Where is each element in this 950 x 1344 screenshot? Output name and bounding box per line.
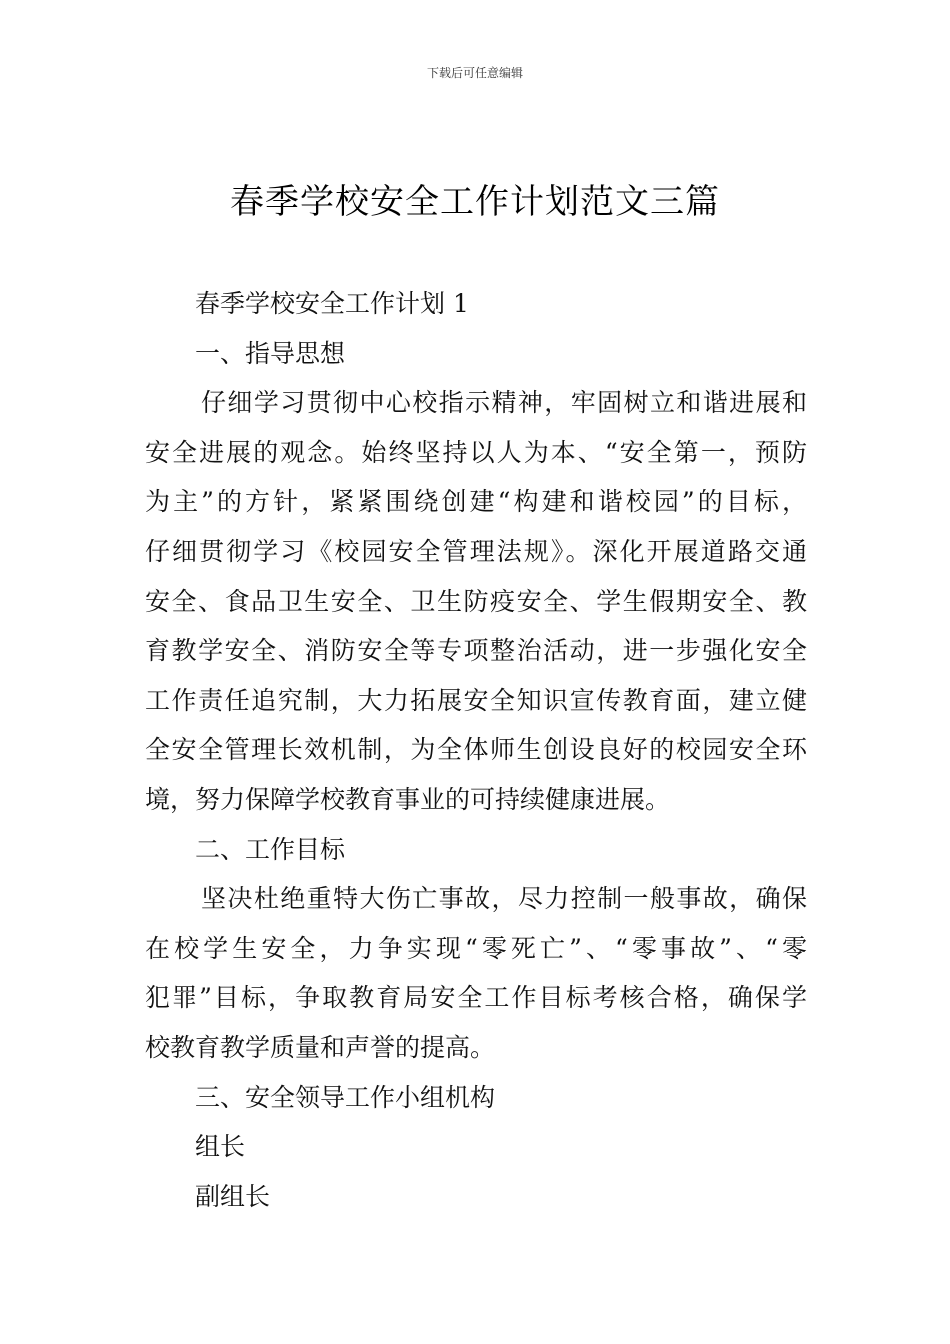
paragraph-line: 仔细贯彻学习《校园安全管理法规》。深化开展道路交通: [145, 536, 807, 566]
paragraph-guiding-ideology: [145, 378, 807, 824]
plan-subtitle: 春季学校安全工作计划 1: [195, 289, 469, 318]
paragraph-line: 安全、食品卫生安全、卫生防疫安全、学生假期安全、教: [145, 586, 807, 616]
paragraph-line: 安全进展的观念。始终坚持以人为本、“安全第一，预防: [145, 437, 807, 467]
paragraph-line: 犯罪”目标，争取教育局安全工作目标考核合格，确保学: [145, 983, 807, 1013]
section-heading-leadership-group: 三、安全领导工作小组机构: [195, 1082, 496, 1112]
document-body: [145, 279, 807, 1221]
paragraph-line: 在校学生安全，力争实现“零死亡”、“零事故”、“零: [145, 933, 807, 963]
document-title: 春季学校安全工作计划范文三篇: [230, 182, 720, 222]
role-deputy-leader: 副组长: [195, 1181, 271, 1211]
paragraph-line: 为主”的方针，紧紧围绕创建“构建和谐校园”的目标，: [145, 487, 807, 517]
paragraph-line: 工作责任追究制，大力拓展安全知识宣传教育面，建立健: [145, 685, 807, 715]
paragraph-line: 校教育教学质量和声誉的提高。: [145, 1032, 496, 1062]
paragraph-line: 全安全管理长效机制，为全体师生创设良好的校园安全环: [145, 735, 807, 765]
role-leader: 组长: [195, 1132, 246, 1162]
paragraph-line: 境，努力保障学校教育事业的可持续健康进展。: [145, 784, 671, 814]
paragraph-line: 育教学安全、消防安全等专项整治活动，进一步强化安全: [145, 636, 807, 666]
section-heading-work-goals: 二、工作目标: [195, 834, 346, 864]
section-heading-guiding-ideology: 一、指导思想: [195, 338, 346, 368]
paragraph-work-goals: [145, 874, 807, 1072]
paragraph-line: 坚决杜绝重特大伤亡事故，尽力控制一般事故，确保: [201, 884, 807, 914]
paragraph-line: 仔细学习贯彻中心校指示精神，牢固树立和谐进展和: [201, 388, 807, 418]
header-note: 下载后可任意编辑: [426, 66, 523, 80]
